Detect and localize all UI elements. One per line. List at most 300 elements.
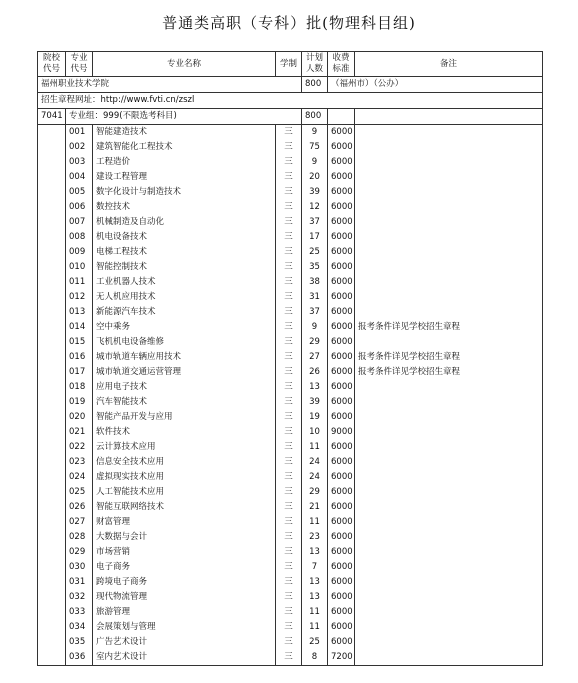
major-code: 025 <box>66 485 93 500</box>
major-code: 009 <box>66 245 93 260</box>
major-plan: 11 <box>302 620 328 635</box>
table-row <box>38 335 543 350</box>
table-row <box>38 125 543 141</box>
major-duration: 三 <box>276 200 302 215</box>
school-code-cell <box>38 290 66 305</box>
major-name: 大数据与会计 <box>93 530 276 545</box>
table-row <box>38 170 543 185</box>
major-duration: 三 <box>276 440 302 455</box>
major-duration: 三 <box>276 380 302 395</box>
major-name: 财富管理 <box>93 515 276 530</box>
major-code: 033 <box>66 605 93 620</box>
table-row <box>38 275 543 290</box>
school-code-cell <box>38 170 66 185</box>
school-code-cell <box>38 200 66 215</box>
major-remark <box>355 485 543 500</box>
table-row <box>38 575 543 590</box>
major-duration: 三 <box>276 620 302 635</box>
major-remark <box>355 605 543 620</box>
major-duration: 三 <box>276 155 302 170</box>
major-plan: 29 <box>302 485 328 500</box>
school-code-cell <box>38 635 66 650</box>
major-duration: 三 <box>276 560 302 575</box>
table-row <box>38 410 543 425</box>
major-fee: 6000 <box>328 245 355 260</box>
major-code: 029 <box>66 545 93 560</box>
major-plan: 26 <box>302 365 328 380</box>
major-fee: 6000 <box>328 590 355 605</box>
major-remark: 报考条件详见学校招生章程 <box>355 365 543 380</box>
table-row <box>38 245 543 260</box>
major-remark <box>355 335 543 350</box>
major-remark <box>355 140 543 155</box>
major-plan: 11 <box>302 440 328 455</box>
major-remark <box>355 200 543 215</box>
major-plan: 9 <box>302 125 328 141</box>
table-row <box>38 530 543 545</box>
table-row <box>38 470 543 485</box>
major-remark <box>355 545 543 560</box>
major-fee: 6000 <box>328 230 355 245</box>
major-name: 城市轨道车辆应用技术 <box>93 350 276 365</box>
school-code-cell <box>38 185 66 200</box>
major-name: 旅游管理 <box>93 605 276 620</box>
major-code: 018 <box>66 380 93 395</box>
major-code: 032 <box>66 590 93 605</box>
major-remark <box>355 635 543 650</box>
major-name: 城市轨道交通运营管理 <box>93 365 276 380</box>
major-code: 020 <box>66 410 93 425</box>
school-code-cell <box>38 395 66 410</box>
major-plan: 37 <box>302 305 328 320</box>
school-code-cell <box>38 620 66 635</box>
table-row <box>38 185 543 200</box>
major-plan: 25 <box>302 635 328 650</box>
major-duration: 三 <box>276 350 302 365</box>
major-code: 017 <box>66 365 93 380</box>
school-code-cell <box>38 140 66 155</box>
major-name: 信息安全技术应用 <box>93 455 276 470</box>
school-name: 福州职业技术学院 <box>38 77 302 93</box>
table-row <box>38 260 543 275</box>
major-fee: 6000 <box>328 395 355 410</box>
school-code-cell <box>38 500 66 515</box>
school-code-cell <box>38 530 66 545</box>
header-major-name: 专业名称 <box>93 52 276 77</box>
major-fee: 6000 <box>328 485 355 500</box>
major-duration: 三 <box>276 530 302 545</box>
major-code: 019 <box>66 395 93 410</box>
table-row <box>38 350 543 365</box>
major-plan: 27 <box>302 350 328 365</box>
major-plan: 7 <box>302 560 328 575</box>
major-duration: 三 <box>276 635 302 650</box>
major-fee: 6000 <box>328 305 355 320</box>
group-plan: 800 <box>302 109 328 125</box>
major-code: 021 <box>66 425 93 440</box>
major-fee: 6000 <box>328 605 355 620</box>
major-name: 市场营销 <box>93 545 276 560</box>
major-fee: 9000 <box>328 425 355 440</box>
header-row <box>38 52 543 77</box>
major-name: 智能互联网络技术 <box>93 500 276 515</box>
major-plan: 24 <box>302 470 328 485</box>
school-code-cell <box>38 260 66 275</box>
table-row <box>38 560 543 575</box>
school-code-cell <box>38 545 66 560</box>
major-remark <box>355 260 543 275</box>
major-fee: 6000 <box>328 260 355 275</box>
major-duration: 三 <box>276 470 302 485</box>
major-name: 建设工程管理 <box>93 170 276 185</box>
major-fee: 6000 <box>328 440 355 455</box>
table-row <box>38 290 543 305</box>
major-code: 007 <box>66 215 93 230</box>
major-plan: 12 <box>302 200 328 215</box>
table-row <box>38 320 543 335</box>
major-duration: 三 <box>276 395 302 410</box>
major-name: 云计算技术应用 <box>93 440 276 455</box>
major-duration: 三 <box>276 125 302 141</box>
school-plan: 800 <box>302 77 328 93</box>
major-fee: 6000 <box>328 350 355 365</box>
major-name: 工程造价 <box>93 155 276 170</box>
school-code-cell <box>38 230 66 245</box>
major-duration: 三 <box>276 275 302 290</box>
major-plan: 37 <box>302 215 328 230</box>
school-website: 招生章程网址：http://www.fvti.cn/zszl <box>38 93 543 109</box>
table-row <box>38 515 543 530</box>
major-plan: 25 <box>302 245 328 260</box>
major-code: 003 <box>66 155 93 170</box>
major-plan: 19 <box>302 410 328 425</box>
major-fee: 6000 <box>328 185 355 200</box>
table-row <box>38 545 543 560</box>
major-fee: 6000 <box>328 500 355 515</box>
major-code: 026 <box>66 500 93 515</box>
major-name: 机械制造及自动化 <box>93 215 276 230</box>
major-name: 智能控制技术 <box>93 260 276 275</box>
table-row <box>38 155 543 170</box>
major-remark <box>355 185 543 200</box>
major-duration: 三 <box>276 650 302 666</box>
major-code: 036 <box>66 650 93 666</box>
school-code-cell <box>38 440 66 455</box>
major-remark <box>355 230 543 245</box>
school-code-cell <box>38 590 66 605</box>
major-remark <box>355 560 543 575</box>
major-name: 新能源汽车技术 <box>93 305 276 320</box>
major-duration: 三 <box>276 230 302 245</box>
major-duration: 三 <box>276 335 302 350</box>
major-fee: 6000 <box>328 275 355 290</box>
major-name: 智能产品开发与应用 <box>93 410 276 425</box>
school-code-cell <box>38 410 66 425</box>
major-remark <box>355 155 543 170</box>
table-row <box>38 215 543 230</box>
group-row <box>38 109 543 125</box>
major-fee: 6000 <box>328 365 355 380</box>
major-code: 027 <box>66 515 93 530</box>
major-code: 031 <box>66 575 93 590</box>
major-duration: 三 <box>276 605 302 620</box>
school-code-cell <box>38 305 66 320</box>
header-major-code: 专业代号 <box>66 52 93 77</box>
major-duration: 三 <box>276 215 302 230</box>
major-remark <box>355 455 543 470</box>
major-remark <box>355 170 543 185</box>
major-remark <box>355 440 543 455</box>
major-remark <box>355 275 543 290</box>
major-duration: 三 <box>276 320 302 335</box>
major-remark <box>355 425 543 440</box>
major-duration: 三 <box>276 305 302 320</box>
major-duration: 三 <box>276 575 302 590</box>
major-code: 005 <box>66 185 93 200</box>
school-code-cell <box>38 275 66 290</box>
major-duration: 三 <box>276 590 302 605</box>
group-label: 专业组：999(不限选考科目) <box>66 109 302 125</box>
page-title: 普通类高职（专科）批(物理科目组) <box>162 14 416 32</box>
major-plan: 9 <box>302 155 328 170</box>
website-row <box>38 93 543 109</box>
major-remark <box>355 575 543 590</box>
major-fee: 6000 <box>328 515 355 530</box>
major-fee: 6000 <box>328 635 355 650</box>
major-duration: 三 <box>276 185 302 200</box>
school-code-cell <box>38 320 66 335</box>
major-name: 软件技术 <box>93 425 276 440</box>
major-name: 室内艺术设计 <box>93 650 276 666</box>
major-plan: 21 <box>302 500 328 515</box>
major-name: 电梯工程技术 <box>93 245 276 260</box>
major-remark <box>355 290 543 305</box>
table-row <box>38 455 543 470</box>
major-plan: 31 <box>302 290 328 305</box>
header-plan: 计划人数 <box>302 52 328 77</box>
school-code-cell <box>38 365 66 380</box>
school-code-cell <box>38 380 66 395</box>
major-plan: 13 <box>302 380 328 395</box>
major-fee: 6000 <box>328 125 355 141</box>
table-row <box>38 650 543 666</box>
major-duration: 三 <box>276 515 302 530</box>
major-duration: 三 <box>276 365 302 380</box>
table-row <box>38 440 543 455</box>
major-code: 013 <box>66 305 93 320</box>
major-rows <box>38 125 543 666</box>
major-duration: 三 <box>276 140 302 155</box>
table-row <box>38 425 543 440</box>
major-fee: 6000 <box>328 215 355 230</box>
major-name: 应用电子技术 <box>93 380 276 395</box>
major-plan: 8 <box>302 650 328 666</box>
school-code-cell <box>38 125 66 141</box>
school-code-cell <box>38 605 66 620</box>
major-name: 汽车智能技术 <box>93 395 276 410</box>
major-fee: 6000 <box>328 530 355 545</box>
major-name: 跨境电子商务 <box>93 575 276 590</box>
school-code-cell <box>38 335 66 350</box>
major-plan: 9 <box>302 320 328 335</box>
major-fee: 6000 <box>328 470 355 485</box>
major-fee: 6000 <box>328 575 355 590</box>
group-remark-empty <box>355 109 543 125</box>
school-code-cell <box>38 155 66 170</box>
major-plan: 23 <box>302 530 328 545</box>
major-plan: 35 <box>302 260 328 275</box>
major-remark <box>355 395 543 410</box>
major-duration: 三 <box>276 245 302 260</box>
school-code-cell <box>38 515 66 530</box>
major-code: 006 <box>66 200 93 215</box>
school-code-cell <box>38 560 66 575</box>
major-plan: 17 <box>302 230 328 245</box>
major-name: 空中乘务 <box>93 320 276 335</box>
major-plan: 75 <box>302 140 328 155</box>
major-plan: 29 <box>302 335 328 350</box>
major-name: 建筑智能化工程技术 <box>93 140 276 155</box>
header-remark: 备注 <box>355 52 543 77</box>
major-code: 010 <box>66 260 93 275</box>
table-row <box>38 305 543 320</box>
table-row <box>38 620 543 635</box>
major-duration: 三 <box>276 545 302 560</box>
major-name: 广告艺术设计 <box>93 635 276 650</box>
major-fee: 6000 <box>328 560 355 575</box>
header-school-code: 院校代号 <box>38 52 66 77</box>
major-plan: 39 <box>302 185 328 200</box>
major-plan: 39 <box>302 395 328 410</box>
major-fee: 6000 <box>328 290 355 305</box>
major-plan: 10 <box>302 425 328 440</box>
major-duration: 三 <box>276 485 302 500</box>
school-code-cell <box>38 575 66 590</box>
major-fee: 6000 <box>328 455 355 470</box>
table-row <box>38 635 543 650</box>
major-code: 011 <box>66 275 93 290</box>
major-plan: 13 <box>302 590 328 605</box>
admission-table <box>37 51 543 666</box>
major-name: 虚拟现实技术应用 <box>93 470 276 485</box>
major-plan: 11 <box>302 515 328 530</box>
major-duration: 三 <box>276 260 302 275</box>
table-row <box>38 605 543 620</box>
major-code: 024 <box>66 470 93 485</box>
major-fee: 6000 <box>328 200 355 215</box>
school-code-cell <box>38 245 66 260</box>
major-fee: 6000 <box>328 320 355 335</box>
table-row <box>38 485 543 500</box>
table-row <box>38 380 543 395</box>
major-code: 001 <box>66 125 93 141</box>
major-name: 数控技术 <box>93 200 276 215</box>
major-fee: 6000 <box>328 545 355 560</box>
header-fee: 收费标准 <box>328 52 355 77</box>
major-fee: 6000 <box>328 620 355 635</box>
major-fee: 6000 <box>328 140 355 155</box>
major-remark: 报考条件详见学校招生章程 <box>355 320 543 335</box>
major-fee: 7200 <box>328 650 355 666</box>
major-code: 015 <box>66 335 93 350</box>
major-plan: 38 <box>302 275 328 290</box>
school-code-cell <box>38 485 66 500</box>
major-code: 008 <box>66 230 93 245</box>
major-duration: 三 <box>276 170 302 185</box>
school-code-cell <box>38 215 66 230</box>
major-name: 飞机机电设备维修 <box>93 335 276 350</box>
major-name: 会展策划与管理 <box>93 620 276 635</box>
table-row <box>38 140 543 155</box>
major-name: 数字化设计与制造技术 <box>93 185 276 200</box>
major-name: 无人机应用技术 <box>93 290 276 305</box>
table-row <box>38 395 543 410</box>
major-remark <box>355 380 543 395</box>
major-code: 012 <box>66 290 93 305</box>
major-remark <box>355 215 543 230</box>
table-row <box>38 365 543 380</box>
major-code: 002 <box>66 140 93 155</box>
major-remark <box>355 410 543 425</box>
major-duration: 三 <box>276 500 302 515</box>
table-row <box>38 230 543 245</box>
school-row <box>38 77 543 93</box>
major-remark <box>355 515 543 530</box>
major-code: 014 <box>66 320 93 335</box>
major-duration: 三 <box>276 455 302 470</box>
major-fee: 6000 <box>328 170 355 185</box>
major-remark <box>355 650 543 666</box>
major-name: 电子商务 <box>93 560 276 575</box>
table-row <box>38 200 543 215</box>
major-code: 034 <box>66 620 93 635</box>
major-fee: 6000 <box>328 380 355 395</box>
header-duration: 学制 <box>276 52 302 77</box>
major-fee: 6000 <box>328 155 355 170</box>
major-name: 人工智能技术应用 <box>93 485 276 500</box>
major-code: 035 <box>66 635 93 650</box>
school-location: （福州市）（公办） <box>328 77 543 93</box>
major-code: 016 <box>66 350 93 365</box>
school-code-cell <box>38 650 66 666</box>
major-remark <box>355 305 543 320</box>
major-code: 028 <box>66 530 93 545</box>
major-fee: 6000 <box>328 410 355 425</box>
group-fee-empty <box>328 109 355 125</box>
major-fee: 6000 <box>328 335 355 350</box>
major-name: 智能建造技术 <box>93 125 276 141</box>
school-code-cell <box>38 350 66 365</box>
major-code: 022 <box>66 440 93 455</box>
table-row <box>38 590 543 605</box>
major-remark <box>355 500 543 515</box>
major-remark <box>355 470 543 485</box>
major-plan: 13 <box>302 575 328 590</box>
major-remark <box>355 530 543 545</box>
major-remark: 报考条件详见学校招生章程 <box>355 350 543 365</box>
major-name: 工业机器人技术 <box>93 275 276 290</box>
group-code: 7041 <box>38 109 66 125</box>
school-code-cell <box>38 425 66 440</box>
major-plan: 20 <box>302 170 328 185</box>
major-plan: 24 <box>302 455 328 470</box>
major-remark <box>355 245 543 260</box>
major-plan: 11 <box>302 605 328 620</box>
table-row <box>38 500 543 515</box>
major-plan: 13 <box>302 545 328 560</box>
major-duration: 三 <box>276 290 302 305</box>
major-duration: 三 <box>276 425 302 440</box>
